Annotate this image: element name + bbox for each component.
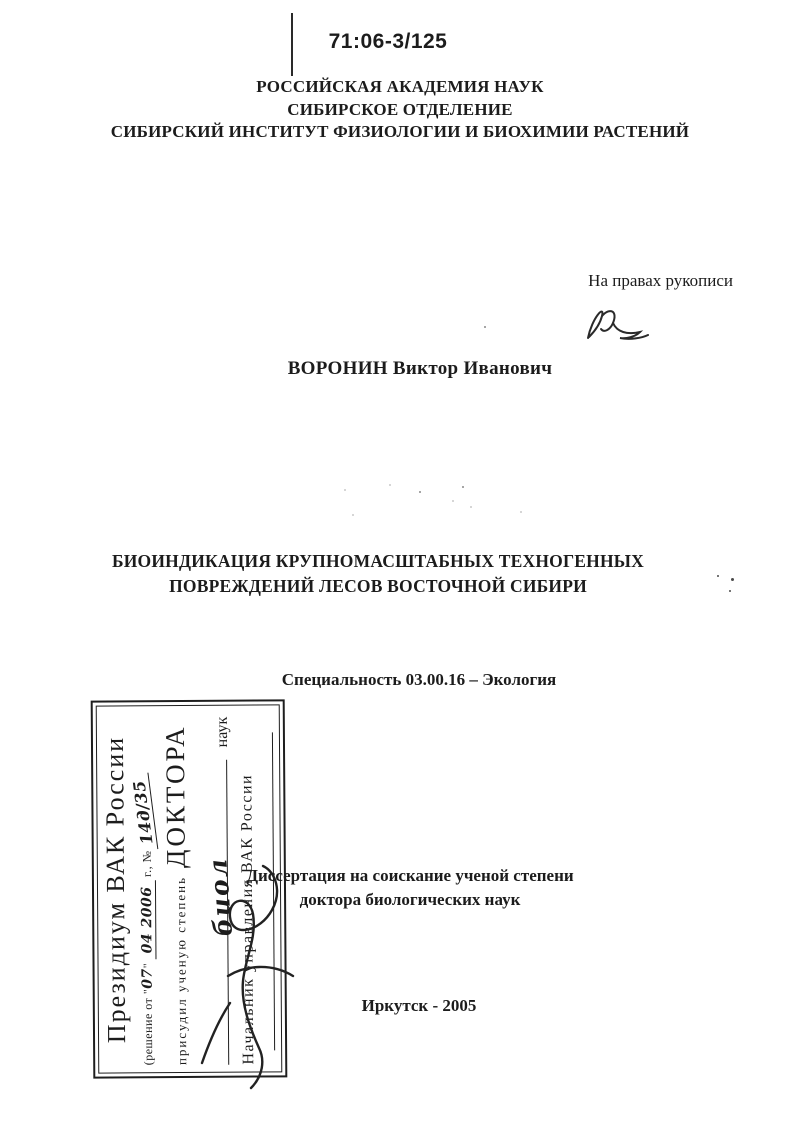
- stamp-degree: ДОКТОРА: [160, 724, 192, 869]
- title-line-1: БИОИНДИКАЦИЯ КРУПНОМАСШТАБНЫХ ТЕХНОГЕННЫХ: [111, 551, 645, 571]
- catalog-number: 71:06-3/125: [328, 30, 448, 53]
- dissertation-title: [0, 549, 756, 599]
- stamp-handwritten-day: 07: [139, 968, 156, 989]
- city-year: Иркутск - 2005: [361, 996, 477, 1015]
- dissertation-statement: [0, 864, 792, 912]
- organization-header: [0, 76, 792, 144]
- organization-line-3: СИБИРСКИЙ ИНСТИТУТ ФИЗИОЛОГИИ И БИОХИМИИ РАСТЕНИЙ: [110, 122, 690, 141]
- title-line-2: ПОВРЕЖДЕНИЙ ЛЕСОВ ВОСТОЧНОЙ СИБИРИ: [169, 576, 587, 596]
- stamp-presidium-line: Президиум ВАК России: [99, 735, 132, 1044]
- stamp-field-line: биол наук: [195, 713, 233, 1065]
- stamp-decision-line: (решение от "07" 04 2006 г., №14д/35: [135, 713, 157, 1065]
- stamp-award-line: присудил ученую степень ДОКТОРА: [160, 724, 192, 1066]
- organization-line-2: СИБИРСКОЕ ОТДЕЛЕНИЕ: [287, 99, 513, 119]
- stamp-handwritten-number: 14д/35: [129, 773, 159, 851]
- author-signature: [580, 302, 656, 346]
- dissertation-line-1: Диссертация на соискание ученой степени: [246, 866, 574, 885]
- specialty-line: Специальность 03.00.16 – Экология: [281, 670, 557, 689]
- stamp-handwritten-field: биол: [202, 856, 238, 938]
- author-name: ВОРОНИН Виктор Иванович: [287, 358, 553, 379]
- scan-speck: [484, 326, 486, 328]
- catalog-vertical-rule: [291, 13, 293, 76]
- dissertation-line-2: доктора биологических наук: [299, 890, 521, 909]
- manuscript-rights-note: На правах рукописи: [588, 271, 733, 290]
- stamp-official-line: Начальник управления ВАК России: [237, 773, 257, 1065]
- organization-line-1: РОССИЙСКАЯ АКАДЕМИЯ НАУК: [256, 77, 544, 96]
- stamp-handwritten-date: 04 2006: [139, 880, 157, 959]
